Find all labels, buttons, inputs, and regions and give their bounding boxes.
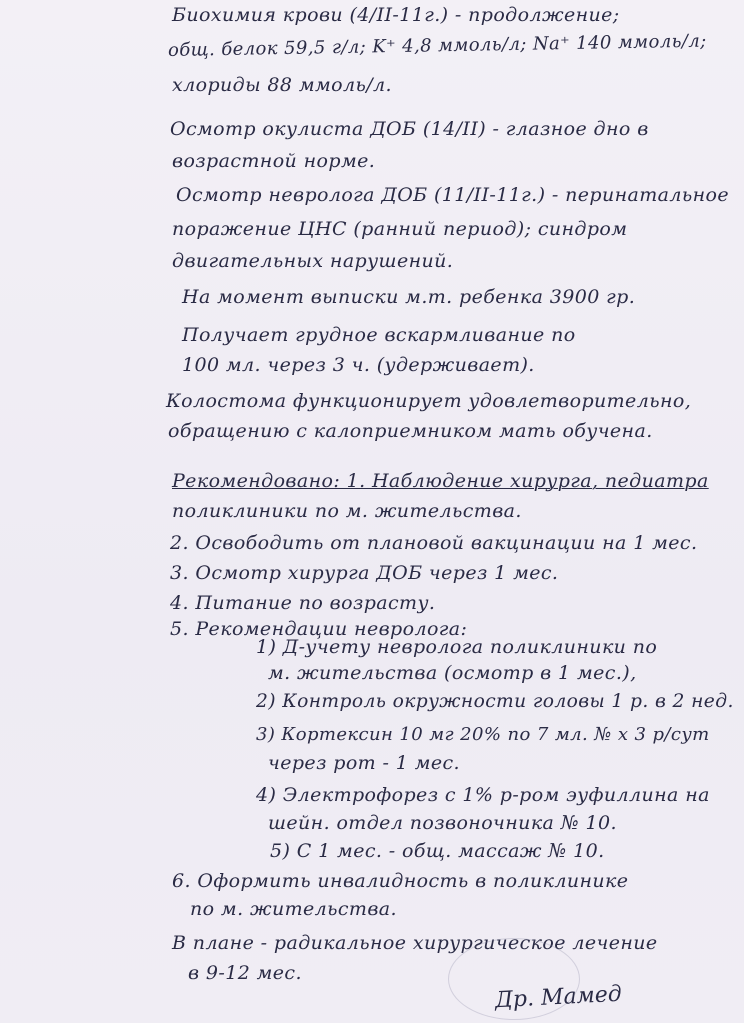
text-line: 5. Рекомендации невролога: bbox=[170, 618, 468, 640]
signature: Др. Мамед bbox=[494, 981, 623, 1014]
text-line: 6. Оформить инвалидность в поликлинике bbox=[172, 870, 629, 892]
text-line: обращению с калоприемником мать обучена. bbox=[168, 420, 653, 442]
text-line: 3. Осмотр хирурга ДОБ через 1 мес. bbox=[170, 562, 559, 584]
text-line: 2) Контроль окружности головы 1 р. в 2 нед. bbox=[256, 690, 734, 712]
text-line: двигательных нарушений. bbox=[172, 250, 454, 272]
text-line: Осмотр окулиста ДОБ (14/II) - глазное дно в bbox=[170, 118, 649, 140]
text-line: На момент выписки м.т. ребенка 3900 гр. bbox=[182, 286, 636, 308]
text-line: Осмотр невролога ДОБ (11/II-11г.) - перинатальное bbox=[176, 184, 730, 206]
text-line: 4. Питание по возрасту. bbox=[170, 592, 436, 614]
text-line: В плане - радикальное хирургическое лечение bbox=[172, 932, 658, 954]
text-line: поликлиники по м. жительства. bbox=[172, 500, 522, 522]
text-line: через рот - 1 мес. bbox=[268, 752, 460, 774]
text-line: м. жительства (осмотр в 1 мес.), bbox=[268, 662, 637, 684]
text-line: по м. жительства. bbox=[190, 898, 397, 920]
text-line: Колостома функционирует удовлетворительно, bbox=[166, 390, 692, 412]
text-line: Биохимия крови (4/II-11г.) - продолжение; bbox=[172, 4, 620, 26]
text-line: 3) Кортексин 10 мг 20% по 7 мл. № x 3 р/сут bbox=[256, 724, 710, 745]
text-line: общ. белок 59,5 г/л; K⁺ 4,8 ммоль/л; Na⁺ 140 ммоль/л; bbox=[167, 30, 707, 61]
text-line: поражение ЦНС (ранний период); синдром bbox=[172, 218, 628, 240]
text-line: шейн. отдел позвоночника № 10. bbox=[268, 812, 617, 834]
text-line: Получает грудное вскармливание по bbox=[182, 324, 576, 346]
text-line: Рекомендовано: 1. Наблюдение хирурга, педиатра bbox=[172, 470, 709, 492]
text-line: в 9-12 мес. bbox=[188, 962, 302, 984]
text-line: возрастной норме. bbox=[172, 150, 376, 172]
text-line: 1) Д-учету невролога поликлиники по bbox=[256, 636, 658, 658]
text-line: 2. Освободить от плановой вакцинации на 1 мес. bbox=[170, 532, 698, 554]
text-line: 4) Электрофорез с 1% р-ром эуфиллина на bbox=[256, 784, 710, 806]
text-line: хлориды 88 ммоль/л. bbox=[172, 74, 392, 96]
text-line: 5) С 1 мес. - общ. массаж № 10. bbox=[270, 840, 605, 862]
text-line: 100 мл. через 3 ч. (удерживает). bbox=[182, 354, 535, 376]
